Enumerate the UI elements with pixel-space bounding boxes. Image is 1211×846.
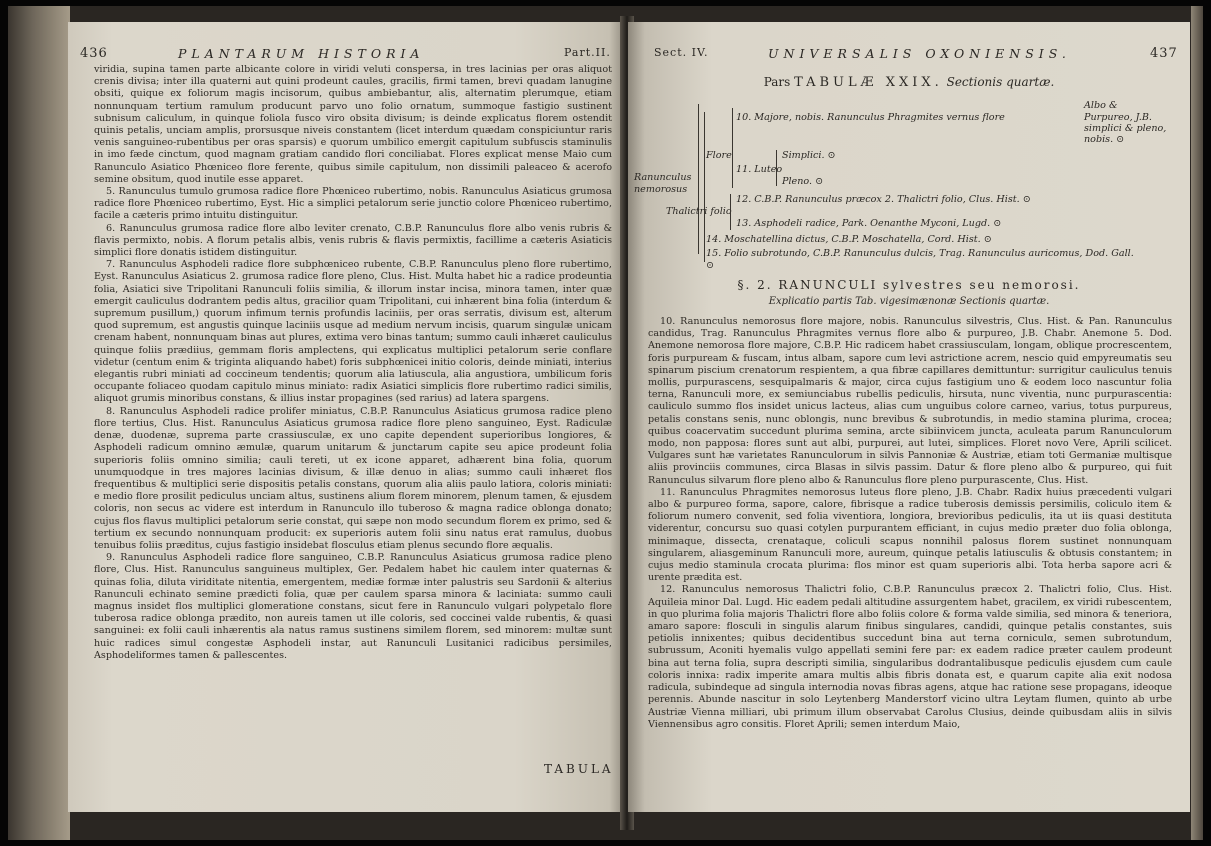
right-running-title: UNIVERSALIS OXONIENSIS.: [768, 46, 1071, 61]
left-paragraph: viridia, supina tamen parte albicante colore in viridi veluti conspersa, in tres lacinias per oras aliquot crenis divisa; inter illa quaterni aut quini prodeunt caules, gracilis, firmi tamen, brevi quadam lanugine obsiti, quique ex foliorum magis incisorum, quibus ambiebantur, alis, alternatim plerumque, etiam nonnunquam tertium ramulum producunt parvo uno folio ornatum, summoque fastigio sustinent subnisum caliculum, in quinque foliola fusco viro obsita divisum; is deinde explicatus florem ostendit quinis petalis, unciam amplis, prorsusque niveis constantem (licet interdum quædam conspiciuntur raris venis sanguineo-rubentibus per oras sparsis) e quorum umbilico emergit capitulum subfuscis staminulis in imo fæde cinctum, quod magnam gratiam candido flori conciliabat. Flores explicat mense Maio cum Ranunculo Asiatico Phœniceo flore ferente, quibus simile capitulum, non dissimili paleaceo & acerofo semine obsitum, quod inutile esse apparet.: [94, 64, 612, 185]
diagram-thalictri: Thalictri folio: [666, 206, 732, 217]
table-title-main: TABULÆ XXIX.: [794, 75, 943, 90]
diagram-brace-root: [698, 104, 699, 254]
left-paragraph: 9. Ranunculus Asphodeli radice flore sanguineo, C.B.P. Ranunculus Asiaticus grumosa radice pleno flore, Clus. Hist. Ranunculus sanguineus multiplex, Ger. Pedalem habet hic caulem inter quaternas & quinas folia, diluta viriditate nitentia, emergentem, mediæ formæ inter palustris seu Sardonii & alterius Ranunculi echinato semine prædicti folia, quæ per caulem sparsa minora & laciniata: summo cauli magnus insidet flos multiplici glomeratione constans, sicut fere in Ranunculo vulgari polypetalo flore tuberosa radice oblonga prædito, non aureis tamen ut ille coloris, sed coccinei valde rubentis, & quasi sanguinei: ex folii cauli inhærentis ala natus ramus sustinens similem florem, sed minorem: multæ sunt huic radices simul congestæ Asphodeli instar, aut Ranunculi Lusitanici radicibus persimiles, Asphodeliformes tamen & pallescentes.: [94, 552, 612, 661]
catchword: TABULA: [544, 762, 614, 776]
table-title-prefix: Pars: [763, 75, 791, 89]
diagram-brace-root-inner: [704, 112, 705, 262]
table-title-suffix: Sectionis quartæ.: [946, 75, 1055, 89]
diagram-item-10: 10. Majore, nobis. Ranunculus Phragmites vernus flore: [736, 112, 1005, 123]
diagram-item-14: 14. Moschatellina dictus, C.B.P. Moschatella, Cord. Hist. ⊙: [706, 234, 992, 245]
diagram-flore-label: Flore: [706, 150, 732, 161]
diagram-brace-luteo: [776, 150, 777, 186]
diagram-colors-top: Albo &: [1084, 100, 1118, 111]
diagram-brace-thalictri: [730, 194, 731, 230]
right-section-label: Sect. IV.: [654, 46, 709, 59]
left-paragraph: 7. Ranunculus Asphodeli radice flore subphœniceo rubente, C.B.P. Ranunculus pleno flore rubertimo, Eyst. Ranunculus Asiaticus 2. grumosa radice flore pleno, Clus. Hist. Multa habet hic a radice prodeuntia folia, Asiatici sive Tripolitani Ranunculi foliis similia, & illorum instar incisa, minora tamen, inter quæ emergit cauliculus dodrantem pedis altus, gracilior quam Tripolitani, cui inhærent bina folia (interdum & supremum pusillum,) quorum infimum ternis profundis laciniis, per oras serratis, divisum est, alterum quod supremum, est angustis quinque laciniis usque ad medium nervum incisis, quarum singulæ unicam crenam habent, nonnunquam binas aut plures, extima vero binas tantum; summo cauli inhæret cauliculus quinque foliis prædiius, gemmam floris amplectens, qui explicatus multiplici petalorum serie conflare videtur (centum enim & triginta aliquando habet) foris subphœnicei initio coloris, deinde miniati, interius elegantis rubri miniati ad coccineum tendentis; quorum alia latiuscula, alia angustiora, umbilicum foris occupante foliaceo quodam capitulo minus miniato: radix Asiatici simplicis flore rubertimo radici similis, aliquot grumis minoribus constans, & illius instar propagines (sed rarius) ad latera spargens.: [94, 259, 612, 405]
right-paragraph: 10. Ranunculus nemorosus flore majore, nobis. Ranunculus silvestris, Clus. Hist. & Pan. Ranunculus candidus, Trag. Ranunculus Phragmites vernus flore albo & purpureo, J.B. Chabr. Anemone 5. Dod. Anemone nemorosa flore majore, C.B.P. Hic radicem habet crassiusculam, longam, oblique procrescentem, foris purpuream & fuscam, intus albam, sapore cum levi astrictione acrem, nescio quid empyreumatis seu spinarum piscium crenatorum respientem, a qua fibræ capillares demittuntur: surrigitur cauliculus tenuis mollis, purpurascens, sesquipalmaris & major, circa cujus fastigium uno & eodem loco nascuntur folia terna, Ranunculi more, ex semiunciabus rubellis pediculis, hirsuta, nunc viventia, nunc purpurascentia: cauliculo summo flos insidet unicus lacteus, alias cum unguibus colore carneo, varius, totus purpureus, petalis constans senis, nunc oblongis, nunc brevibus & subrotundis, in medio stamina plurima, crocea; quibus coacervatim succedunt plurima semina, arcte sibiinvicem juncta, aculeata parum Ranunculorum modo, non papposa: flores sunt aut albi, purpurei, aut lutei, simplices. Floret novo Vere, Aprili scilicet. Vulgares sunt hæ varietates Ranunculorum in silvis Pannoniæ & Austriæ, etiam toti Germaniæ multisque aliis provinciis communes, circa Blasas in silvis passim. Datur & flore pleno albo & purpureo, qui fuit Ranunculus silvarum flore pleno albo & Ranunculus flore pleno purpurascente, Clus. Hist.: [648, 316, 1172, 486]
left-paragraph: 8. Ranunculus Asphodeli radice prolifer miniatus, C.B.P. Ranunculus Asiaticus grumosa radice pleno flore tertius, Clus. Hist. Ranunculus Asiaticus grumosa radice flore pleno sanguineo, Eyst. Radiculæ denæ, duodenæ, suprema parte crassiusculæ, ex uno capite dependent superioribus longiores, & Asphodeli radicum omnino æmulæ, quarum unitarum & junctarum capite seu apice prodeunt folia superioris foliis omnino similia; cauli tereti, ut ex icone apparet, adhærent bina folia, quorum unumquodque in tres majores lacinias divisum, & illæ denuo in alias; summo cauli inhæret flos frequentibus & multiplici serie dispositis petalis constans, quorum alia aliis paulo latiora, coloris miniati: e medio flore prosilit pediculus unciam altus, sustinens alium florem minorem, plenum tamen, & ejusdem coloris, non secus ac videre est interdum in Ranunculo illo tuberoso & magna radice oblonga donato; cujus flos flavus multiplici petalorum serie constat, qui sæpe non modo secundum florem ex primo, sed & tertium ex secundo nonnunquam producit: ex superioris autem folii sinu natus erat ramulus, duobus tenuibus foliis præditus, cujus fastigio insidebat flosculus etiam plenus secundo flore æqualis.: [94, 405, 612, 551]
section-subheading: Explicatio partis Tab. vigesimænonæ Sectionis quartæ.: [768, 296, 1050, 307]
right-body-text: [648, 316, 1172, 802]
left-body-text: [94, 64, 612, 754]
book-fore-edge-left: [8, 6, 70, 840]
left-paragraph: 5. Ranunculus tumulo grumosa radice flore Phœniceo rubertimo, nobis. Ranunculus Asiaticus grumosa radice flore Phœniceo rubertimo, Eyst. Hic a simplici petalorum serie junctio colore Phœniceo rubertimo, facile a cæteris primo intuitu distinguitur.: [94, 186, 612, 222]
section-heading: §. 2. RANUNCULI sylvestres seu nemorosi.: [737, 278, 1081, 292]
diagram-simplici: Simplici. ⊙: [782, 150, 836, 161]
right-paragraph: 12. Ranunculus nemorosus Thalictri folio, C.B.P. Ranunculus præcox 2. Thalictri folio, Clus. Hist. Aquileia minor Dal. Lugd. Hic eadem pedali altitudine assurgentem habet, gracilem, ex viridi rubescentem, in quo plurima folia majoris Thalictri flore albo foliis colore & forma valde similia, sed minora & teneriora, amaro sapore: flosculi in singulis alarum finibus singulares, candidi, quinque petalis constantes, suis petiolis innixentes; quibus decidentibus succedunt bina aut terna corniculα, semen subrotundum, subrussum, Aconiti hyemalis vulgo appellati semini fere par: ex eadem radice præter caulem prodeunt bina aut terna folia, supra descripti similia, singularibus dodrantalibusque pediculis ejusdem cum caule coloris innixa: radix imperite amara multis albis fibris donata est, e quarum capite alia exit nodosa radicula, subindeque ad singula internodia novas fibras agens, atque hac ratione sese propagans, ideoque perennis. Abunde nascitur in solo Leytenberg Manderstorf vicino ultra Leytam flumen, quinto ab urbe Austriæ Vienna milliari, ubi primum illum observabat Carolus Clusius, deinde quibusdam aliis in silvis Viennensibus agro consitis. Floret Aprili; semen interdum Maio,: [648, 584, 1172, 730]
diagram-item-10-variant: Purpureo, J.B. simplici & pleno, nobis. ⊙: [1084, 112, 1167, 145]
left-page: [68, 22, 626, 812]
diagram-pleno: Pleno. ⊙: [782, 176, 824, 187]
diagram-item-13: 13. Asphodeli radice, Park. Oenanthe Myconi, Lugd. ⊙: [736, 218, 1002, 229]
left-part-label: Part.II.: [564, 46, 611, 59]
diagram-luteo: 11. Luteo: [736, 164, 783, 175]
diagram-brace-flore: [732, 108, 733, 188]
open-book: [8, 6, 1203, 840]
diagram-item-15: 15. Folio subrotundo, C.B.P. Ranunculus dulcis, Trag. Ranunculus auricomus, Dod. Gall. ⊙: [706, 248, 1134, 271]
book-fore-edge-right: [1191, 6, 1203, 840]
diagram-item-12: 12. C.B.P. Ranunculus præcox 2. Thalictri folio, Clus. Hist. ⊙: [736, 194, 1031, 205]
left-page-number: 436: [80, 46, 108, 61]
right-page: [628, 22, 1190, 812]
right-page-number: 437: [1150, 46, 1178, 61]
classification-diagram: [634, 94, 1178, 304]
right-paragraph: 11. Ranunculus Phragmites nemorosus luteus flore pleno, J.B. Chabr. Radix huius præcedenti vulgari albo & purpureo forma, sapore, calore, fibrisque a radice tuberosis demissis persimilis, coliculo item & foliorum numero convenit, sed folia viventiora, longiora, brevioribus pediculis, ita ut iis quasi destituta viderentur, concursu suo quasi cotylen purpurantem efficiant, in cujus medio præter duo folia oblonga, minimaque, dissecta, crenataque, coliculi scapus nonnihil palosus florem sustinet nonnunquam singularem, aliasgeminum Ranunculi more, aureum, quinque petalis latiusculis & obtusis constantem; in cujus medio staminula crocata plurima: flos minor est quam superioris albi. Tota herba sapore acri & urente prædita est.: [648, 486, 1172, 584]
table-title: [628, 75, 1190, 90]
left-running-title: PLANTARUM HISTORIA: [178, 46, 425, 61]
diagram-root-label: Ranunculus nemorosus: [634, 172, 692, 195]
left-paragraph: 6. Ranunculus grumosa radice flore albo leviter crenato, C.B.P. Ranunculus flore albo venis rubris & flavis permixto, nobis. A florum petalis albis, venis rubris & flavis permixtis, facillime a cæteris Asiaticis simplici flore donatis istidem distinguitur.: [94, 222, 612, 259]
